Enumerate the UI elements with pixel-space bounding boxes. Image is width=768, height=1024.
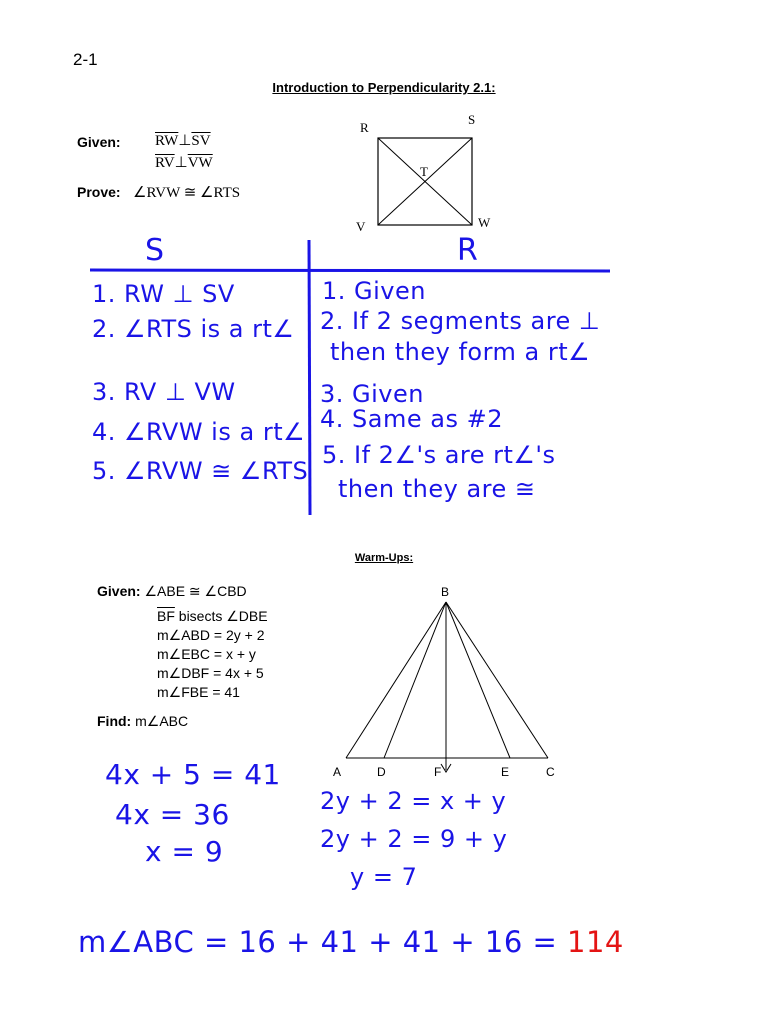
label-t: T <box>420 164 428 179</box>
label-e: E <box>501 765 510 779</box>
label-f: F <box>434 765 442 779</box>
statement-1: 1. RW ⊥ SV <box>92 280 235 308</box>
warmups-title: Warm-Ups: <box>354 552 414 564</box>
find-label: Find: <box>97 713 132 729</box>
label-b: B <box>441 585 450 599</box>
work-right-1: 2y + 2 = x + y <box>320 787 507 815</box>
page-number: 2-1 <box>73 50 98 69</box>
given-label: Given: <box>77 134 121 150</box>
prove-statement: ∠RVW ≅ ∠RTS <box>133 185 241 201</box>
statement-2: 2. ∠RTS is a rt∠ <box>92 315 295 343</box>
statements-header: S <box>145 233 165 268</box>
segment-rv: $\overline{RV}$ <box>155 155 175 171</box>
bisects-text: bisects ∠DBE <box>174 608 268 624</box>
label-v: V <box>356 219 366 234</box>
segment-bd <box>384 602 446 758</box>
reason-2: 2. If 2 segments are ⊥ <box>320 307 601 335</box>
statement-3: 3. RV ⊥ VW <box>92 378 236 406</box>
warmups-given-label: Given: <box>97 583 141 599</box>
label-s: S <box>468 112 476 127</box>
final-answer: 114 <box>567 925 624 959</box>
warmups-line-1: m∠ABD = 2y + 2 <box>157 627 265 643</box>
segment-rw: $\overline{RW}$ <box>155 133 179 149</box>
warmups-given-first: ∠ABE ≅ ∠CBD <box>144 583 247 599</box>
segment-be <box>446 602 510 758</box>
warmups-given <box>97 583 247 600</box>
statement-4: 4. ∠RVW is a rt∠ <box>92 418 306 446</box>
final-expression: m∠ABC = 16 + 41 + 41 + 16 = <box>78 925 558 959</box>
work-left-1: 4x + 5 = 41 <box>105 758 281 791</box>
work-right-3: y = 7 <box>350 863 418 891</box>
label-a: A <box>333 765 342 779</box>
statement-5: 5. ∠RVW ≅ ∠RTS <box>92 457 309 485</box>
label-w: W <box>478 215 491 230</box>
final-equation <box>78 925 624 959</box>
reason-5: 5. If 2∠'s are rt∠'s <box>322 441 556 469</box>
find-target: m∠ABC <box>135 713 189 729</box>
segment-vw: $\overline{VW}$ <box>187 155 213 171</box>
segment-ba <box>346 602 446 758</box>
reason-2-cont: then they form a rt∠ <box>330 338 591 366</box>
label-r: R <box>360 120 369 135</box>
segment-sv: $\overline{SV}$ <box>191 133 211 149</box>
perp-symbol: ⊥ <box>178 133 192 149</box>
reason-1: 1. Given <box>322 277 426 305</box>
table-vertical-line <box>309 240 310 515</box>
reason-4: 4. Same as #2 <box>320 405 503 433</box>
work-left-3: x = 9 <box>145 835 224 868</box>
warmups-line-4: m∠FBE = 41 <box>157 684 240 700</box>
work-right-2: 2y + 2 = 9 + y <box>320 825 508 853</box>
warmups-line-3: m∠DBF = 4x + 5 <box>157 665 264 681</box>
warmups-line-2: m∠EBC = x + y <box>157 646 256 662</box>
perp-symbol: ⊥ <box>174 155 188 171</box>
segment-bc <box>446 602 548 758</box>
table-horizontal-line <box>90 270 610 271</box>
reasons-header: R <box>457 233 479 268</box>
warmups-find <box>97 713 188 730</box>
warmups-bisects-line <box>157 608 268 625</box>
page-title: Introduction to Perpendicularity 2.1: <box>272 80 496 95</box>
reason-3: 3. Given <box>320 380 424 408</box>
work-left-2: 4x = 36 <box>115 798 230 831</box>
prove-label: Prove: <box>77 184 121 200</box>
triangle-diagram <box>320 580 570 785</box>
reason-5-cont: then they are ≅ <box>338 475 536 503</box>
label-c: C <box>546 765 555 779</box>
segment-bf: $\overline{BF}$ <box>157 608 175 624</box>
label-d: D <box>377 765 386 779</box>
